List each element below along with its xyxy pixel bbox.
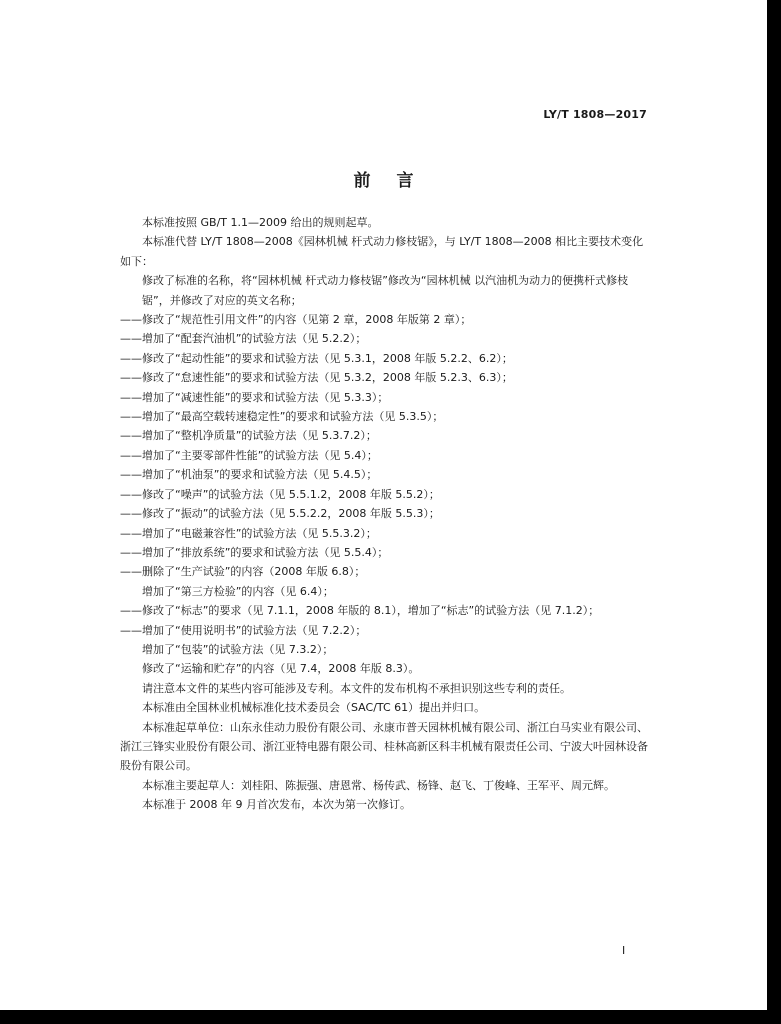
paragraph-patent-notice: 请注意本文件的某些内容可能涉及专利。本文件的发布机构不承担识别这些专利的责任。 xyxy=(142,681,571,695)
list-item: ——增加了“使用说明书”的试验方法（见 7.2.2）； xyxy=(120,623,367,637)
page-shadow-right xyxy=(767,0,781,1024)
list-item: ——修改了“怠速性能”的要求和试验方法（见 5.3.2，2008 年版 5.2.3、6.3）； xyxy=(120,371,513,385)
paragraph-committee: 本标准由全国林业机械标准化技术委员会（SAC/TC 61）提出并归口。 xyxy=(142,701,486,715)
list-item-rename: 修改了标准的名称，将“园林机械 杆式动力修枝锯”修改为“园林机械 以汽油机为动力的便携杆式修枝锯”，并修改了对应的英文名称； xyxy=(142,274,629,307)
page-title: 前言 xyxy=(353,171,440,191)
list-item: ——删除了“生产试验”的内容（2008 年版 6.8）； xyxy=(120,565,366,579)
list-item: ——增加了“主要零部件性能”的试验方法（见 5.4）； xyxy=(120,448,378,462)
list-item: ——增加了“机油泵”的要求和试验方法（见 5.4.5）； xyxy=(120,468,378,482)
list-item: ——增加了“最高空载转速稳定性”的要求和试验方法（见 5.3.5）； xyxy=(120,410,444,424)
list-item: ——修改了“起动性能”的要求和试验方法（见 5.3.1，2008 年版 5.2.2、6.2）； xyxy=(120,351,513,365)
list-item: 增加了“第三方检验”的内容（见 6.4）； xyxy=(142,584,334,598)
foreword-body xyxy=(120,213,648,815)
list-item: ——增加了“配套汽油机”的试验方法（见 5.2.2）； xyxy=(120,332,367,346)
page-number: I xyxy=(622,944,626,957)
paragraph-release-history: 本标准于 2008 年 9 月首次发布，本次为第一次修订。 xyxy=(142,798,411,812)
list-item: ——修改了“规范性引用文件”的内容（见第 2 章，2008 年版第 2 章）； xyxy=(120,313,472,327)
page-shadow-bottom xyxy=(0,1010,781,1024)
paragraph-drafting-units: 本标准起草单位：山东永佳动力股份有限公司、永康市普天园林机械有限公司、浙江白马实业有限公司、浙江三锋实业股份有限公司、浙江亚特电器有限公司、桂林高新区科丰机械有限责任公司、宁波大叶园林设备股份有限公司。 xyxy=(120,720,648,773)
list-item: 修改了“运输和贮存”的内容（见 7.4，2008 年版 8.3）。 xyxy=(142,662,420,676)
list-item: ——增加了“电磁兼容性”的试验方法（见 5.5.3.2）； xyxy=(120,526,377,540)
list-item: ——修改了“标志”的要求（见 7.1.1，2008 年版的 8.1），增加了“标志”的试验方法（见 7.1.2）； xyxy=(120,604,600,618)
list-item: ——增加了“减速性能”的要求和试验方法（见 5.3.3）； xyxy=(120,390,389,404)
standard-code: LY/T 1808—2017 xyxy=(543,108,647,121)
list-item: ——增加了“排放系统”的要求和试验方法（见 5.5.4）； xyxy=(120,545,389,559)
paragraph-replaces: 本标准代替 LY/T 1808—2008《园林机械 杆式动力修枝锯》，与 LY/T 1808—2008 相比主要技术变化如下： xyxy=(120,235,644,268)
list-item: ——修改了“噪声”的试验方法（见 5.5.1.2，2008 年版 5.5.2）； xyxy=(120,487,440,501)
list-item: 增加了“包装”的试验方法（见 7.3.2）； xyxy=(142,642,334,656)
paragraph-drafters: 本标准主要起草人：刘桂阳、陈振强、唐恩常、杨传武、杨锋、赵飞、丁俊峰、王军平、周元辉。 xyxy=(142,778,615,792)
list-item: ——增加了“整机净质量”的试验方法（见 5.3.7.2）； xyxy=(120,429,377,443)
paragraph-drafting-rules: 本标准按照 GB/T 1.1—2009 给出的规则起草。 xyxy=(142,216,379,229)
list-item: ——修改了“振动”的试验方法（见 5.5.2.2，2008 年版 5.5.3）； xyxy=(120,507,440,521)
